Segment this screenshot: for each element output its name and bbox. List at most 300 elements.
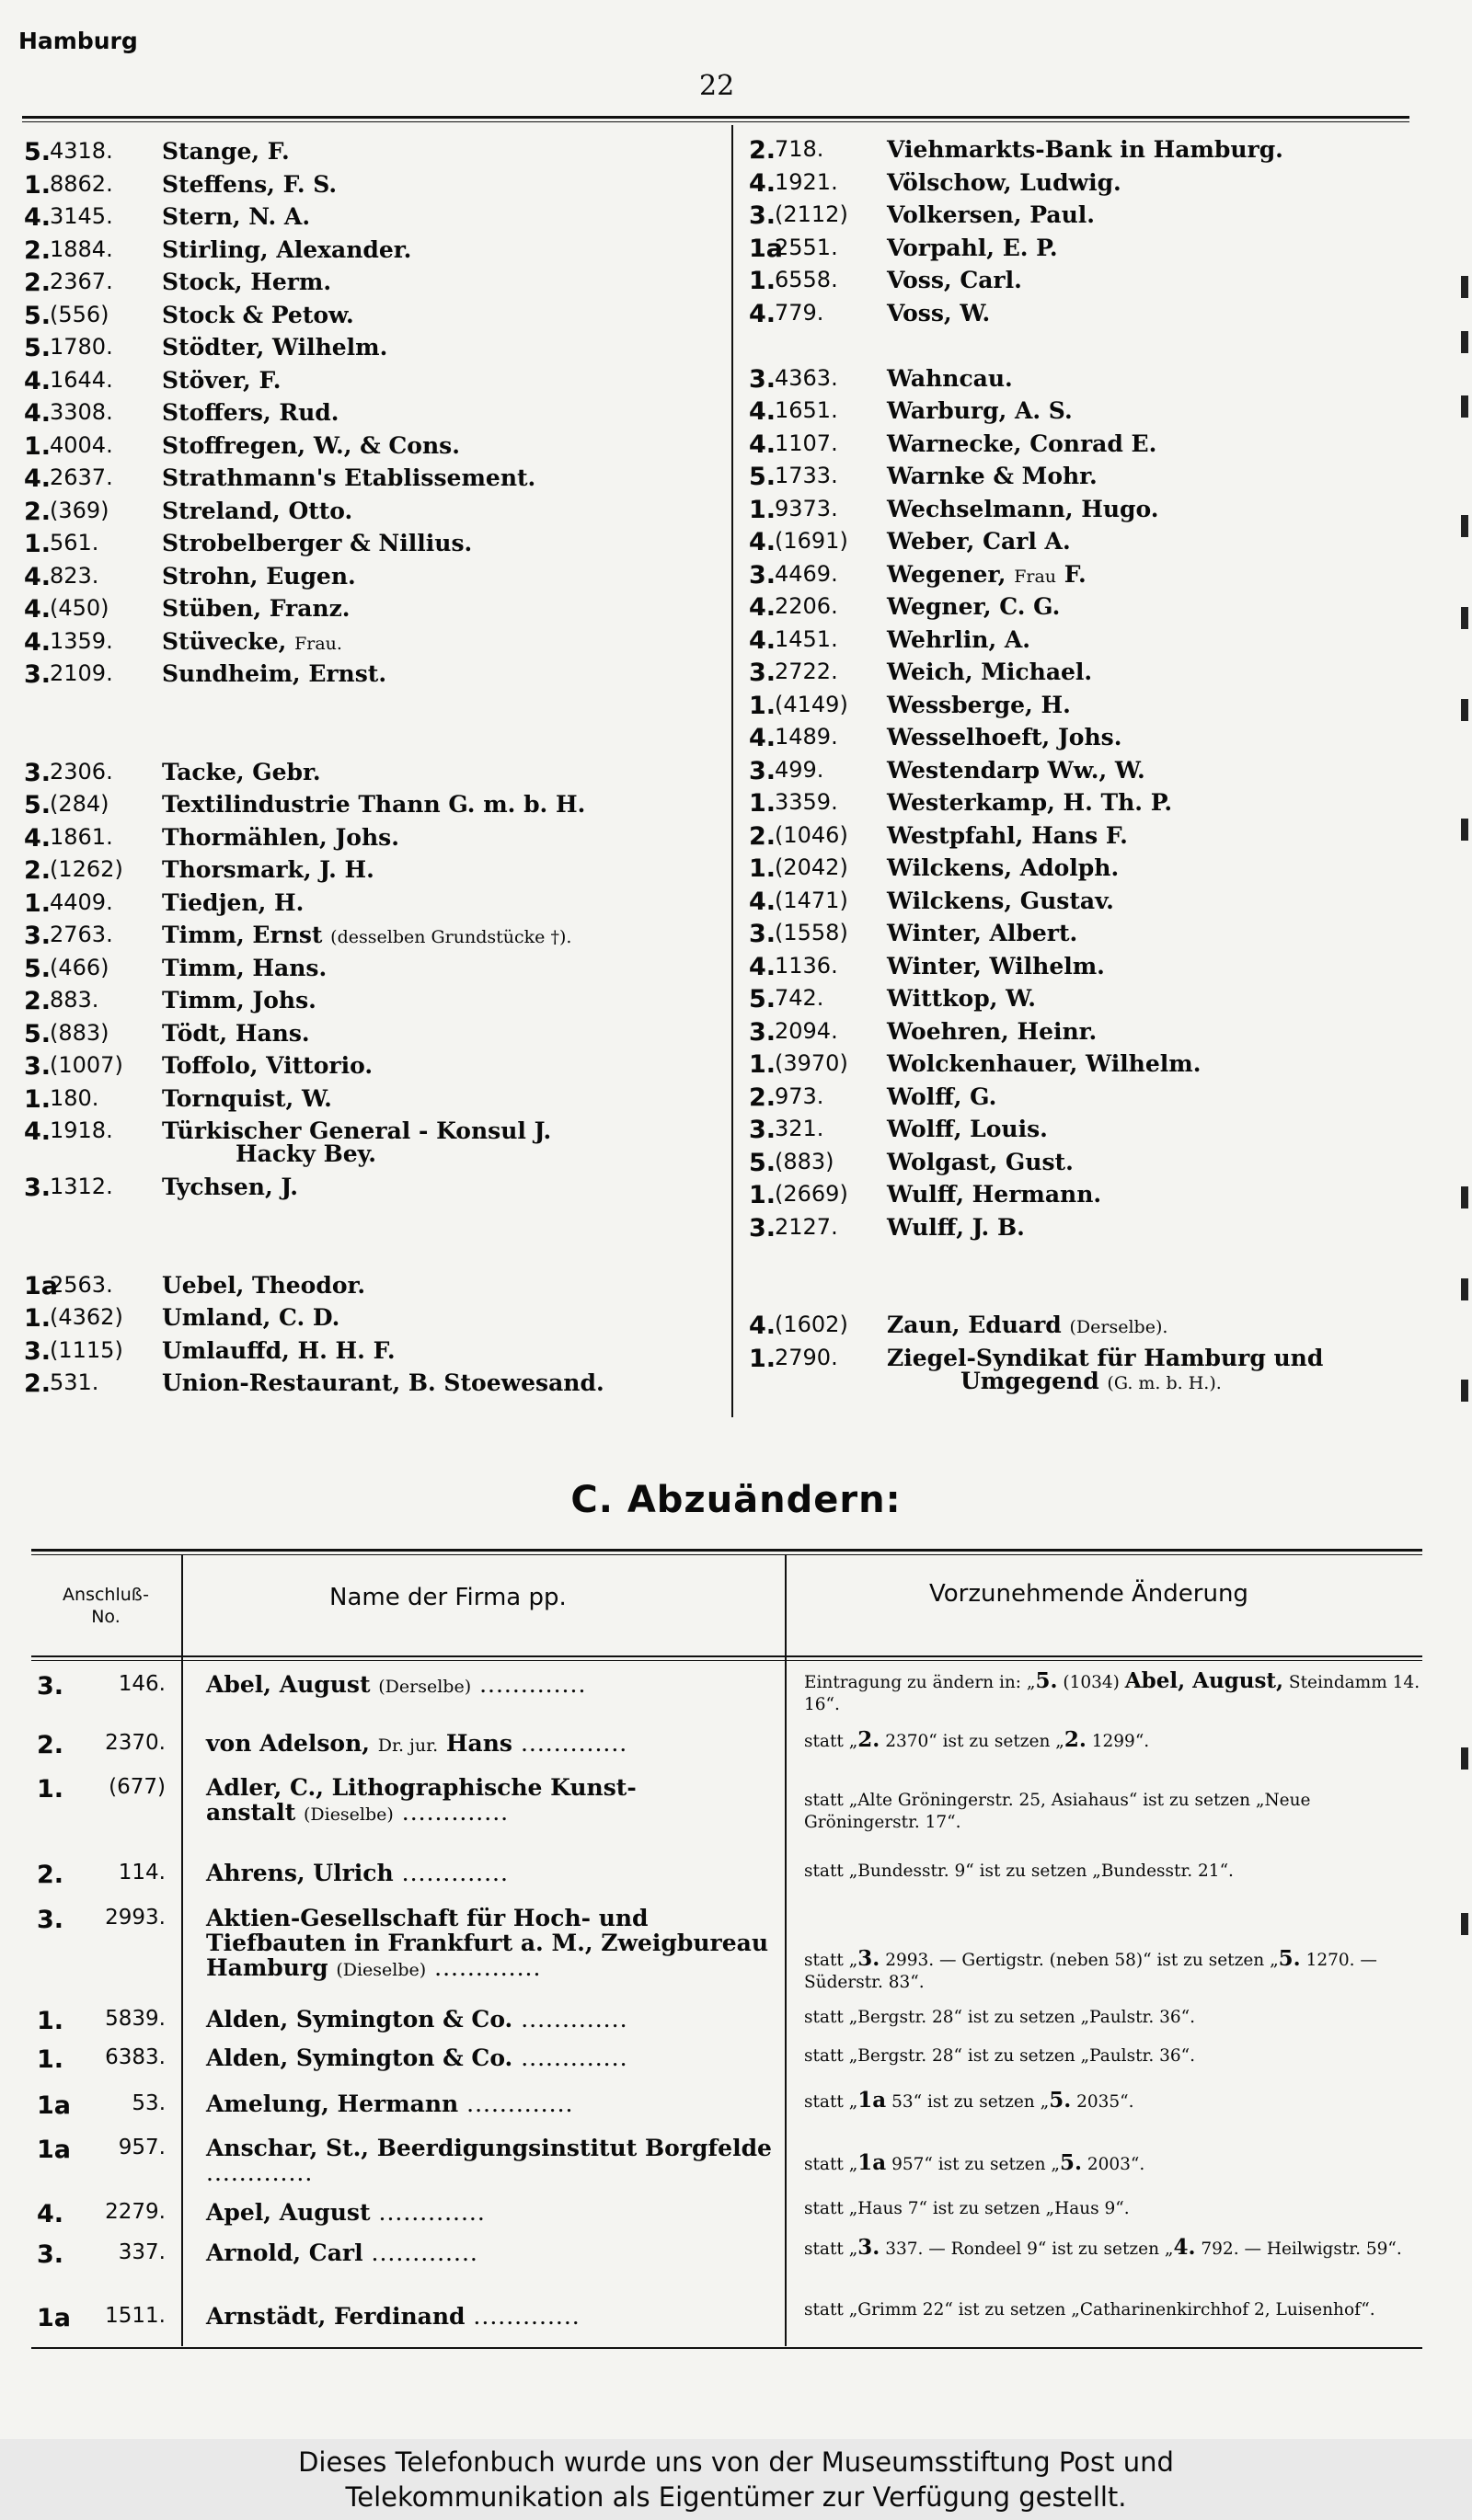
subscriber-name	[887, 692, 1071, 718]
directory-entry	[24, 498, 723, 531]
change-text: 2003“.	[1081, 2155, 1145, 2174]
column-spacer	[749, 1246, 1448, 1279]
subscriber-name	[887, 1312, 1167, 1338]
subscriber-name-text: Timm, Ernst	[162, 922, 323, 948]
subscriber-number: 53.	[132, 2091, 166, 2115]
subscriber-name	[887, 528, 1071, 555]
change-text: statt „Alte Gröningerstr. 25, Asiahaus“ ist zu setzen „Neue Gröningerstr. 17“.	[804, 1791, 1311, 1832]
directory-entry	[24, 269, 723, 302]
subscriber-name	[162, 1304, 339, 1331]
directory-entry	[24, 171, 723, 204]
firm-name-text: von Adelson,	[206, 1730, 370, 1757]
directory-entry	[24, 367, 723, 400]
change-text: (1034)	[1057, 1673, 1125, 1692]
subscriber-name-text: Stüben, Franz.	[162, 595, 351, 622]
directory-entry	[24, 203, 723, 236]
exchange-class: 1.	[749, 1050, 776, 1079]
subscriber-note: (desselben Grundstücke †).	[330, 927, 572, 947]
right-column	[749, 136, 1448, 1401]
directory-entry	[749, 822, 1448, 855]
exchange-class: 2.	[24, 856, 52, 885]
subscriber-number: (2042)	[775, 854, 848, 880]
subscriber-name	[162, 955, 327, 981]
subscriber-name-text: Warnecke, Conrad E.	[887, 430, 1157, 457]
exchange-class: 3.	[24, 758, 52, 787]
subscriber-name-text: Hacky Bey.	[236, 1140, 376, 1167]
subscriber-number: 1918.	[50, 1117, 113, 1143]
subscriber-note: Frau	[1014, 566, 1057, 587]
exchange-class: 5.	[749, 463, 776, 491]
subscriber-name-text: Wegener,	[887, 560, 1006, 588]
subscriber-number: 2993.	[105, 1906, 166, 1930]
exchange-class: 4.	[749, 887, 776, 916]
firm-note: Dr. jur.	[377, 1735, 439, 1756]
leader-dots: .............	[362, 2239, 478, 2266]
subscriber-name	[887, 136, 1283, 163]
exchange-class: 2.	[749, 821, 776, 851]
subscriber-name-text: Wehrlin, A.	[887, 625, 1030, 653]
subscriber-name-text: Tacke, Gebr.	[162, 758, 321, 785]
change-instruction	[804, 2045, 1426, 2068]
subscriber-name	[887, 267, 1022, 293]
subscriber-number: (883)	[775, 1148, 834, 1174]
exchange-class: 4.	[24, 627, 52, 657]
subscriber-name-text: Union-Restaurant, B. Stoewesand.	[162, 1369, 604, 1396]
firm-note: (Dieselbe)	[303, 1804, 394, 1825]
exchange-class: 3.	[37, 1906, 64, 1934]
directory-entry	[24, 1272, 723, 1305]
directory-entry	[749, 985, 1448, 1018]
directory-entry	[749, 235, 1448, 268]
change-text: statt „Bergstr. 28“ ist zu setzen „Paulstr. 36“.	[804, 2008, 1195, 2027]
page-edge-bleed	[1461, 0, 1472, 2437]
exchange-class: 5.	[24, 334, 52, 362]
subscriber-note: (G. m. b. H.).	[1107, 1372, 1222, 1393]
column-spacer	[24, 1239, 723, 1272]
exchange-class: 2.	[24, 987, 52, 1015]
subscriber-name	[887, 365, 1013, 392]
subscriber-number: 1733.	[775, 463, 838, 488]
change-text: Eintragung zu ändern in: „	[804, 1673, 1036, 1692]
subscriber-number: (1046)	[775, 821, 848, 848]
exchange-class: 4.	[749, 952, 776, 981]
subscriber-name-text: Wilckens, Adolph.	[887, 854, 1120, 881]
old-class: 3.	[857, 2235, 880, 2260]
subscriber-number: (1691)	[775, 528, 848, 554]
exchange-class: 3.	[24, 1174, 52, 1202]
subscriber-name	[162, 1369, 604, 1396]
directory-entry	[24, 856, 723, 889]
subscriber-number: (2669)	[775, 1181, 848, 1207]
subscriber-name-text: Zaun, Eduard	[887, 1312, 1062, 1338]
subscriber-number: 6383.	[105, 2045, 166, 2069]
subscriber-name-text: Westendarp Ww., W.	[887, 756, 1145, 784]
subscriber-name-text: Strathmann's Etablissement.	[162, 464, 536, 491]
subscriber-name	[162, 302, 354, 328]
subscriber-name	[887, 888, 1114, 914]
subscriber-number: (1115)	[50, 1336, 123, 1363]
subscriber-name-text: Uebel, Theodor.	[162, 1271, 366, 1299]
change-text: 1270. — Süderstr. 83“.	[804, 1951, 1377, 1992]
subscriber-number: 1651.	[775, 397, 838, 423]
exchange-class: 2.	[37, 1731, 64, 1759]
subscriber-name-text: Wolff, Louis.	[887, 1116, 1048, 1142]
change-instruction	[804, 1729, 1426, 1753]
subscriber-name-text: Stödter, Wilhelm.	[162, 334, 388, 361]
subscriber-name	[162, 922, 571, 948]
subscriber-name	[162, 595, 351, 622]
change-text: statt „	[804, 1732, 858, 1751]
change-text: 792. — Heilwigstr. 59“.	[1195, 2239, 1402, 2259]
subscriber-number: 742.	[775, 985, 824, 1011]
subscriber-number: (677)	[109, 1775, 166, 1799]
column-spacer	[24, 693, 723, 727]
subscriber-name-text: Wessberge, H.	[887, 691, 1071, 718]
exchange-class: 1.	[37, 2045, 64, 2074]
exchange-class: 4.	[24, 464, 52, 493]
table-header-rule-thin	[31, 1660, 1422, 1661]
subscriber-name-text: Umlauffd, H. H. F.	[162, 1336, 396, 1364]
subscriber-name-text: Wolff, G.	[887, 1082, 997, 1110]
subscriber-name	[162, 1174, 298, 1200]
exchange-class: 1a	[749, 234, 784, 263]
new-class: 5.	[1059, 2150, 1082, 2175]
subscriber-name	[162, 464, 535, 491]
subscriber-name-text: Tiedjen, H.	[162, 888, 305, 916]
subscriber-name	[162, 1117, 551, 1171]
subscriber-name-text: Wolckenhauer, Wilhelm.	[887, 1050, 1202, 1077]
subscriber-number: 2763.	[50, 922, 113, 947]
subscriber-number: (3970)	[775, 1050, 848, 1076]
subscriber-name-text: Weich, Michael.	[887, 659, 1093, 685]
subscriber-number: 2722.	[775, 659, 838, 684]
subscriber-name-text: Timm, Johs.	[162, 987, 316, 1014]
old-class: 1a	[857, 2150, 887, 2175]
subscriber-name	[162, 856, 374, 883]
directory-entry	[749, 724, 1448, 757]
firm-name	[206, 1906, 780, 1983]
subscriber-name	[887, 1050, 1201, 1077]
subscriber-number: 8862.	[50, 170, 113, 197]
subscriber-name-text: Ziegel-Syndikat für Hamburg und	[887, 1344, 1324, 1371]
directory-entry	[749, 659, 1448, 692]
directory-entry	[749, 789, 1448, 822]
subscriber-name-text: Völschow, Ludwig.	[887, 168, 1121, 196]
change-text: statt „Grimm 22“ ist zu setzen „Catharinenkirchhof 2, Luisenhof“.	[804, 2300, 1375, 2320]
change-instruction	[804, 2090, 1426, 2113]
exchange-class: 1.	[24, 530, 52, 558]
firm-name	[206, 2007, 780, 2032]
subscriber-number: 1884.	[50, 235, 113, 262]
subscriber-name-text: Wulff, Hermann.	[887, 1181, 1102, 1208]
exchange-class: 1.	[749, 854, 776, 883]
firm-name	[206, 1775, 780, 1827]
exchange-class: 4.	[24, 1117, 52, 1146]
subscriber-name	[887, 789, 1172, 816]
subscriber-name	[887, 920, 1077, 946]
subscriber-note: (Derselbe).	[1069, 1317, 1168, 1337]
firm-name-text: Hans	[445, 1730, 512, 1757]
exchange-class: 1.	[749, 789, 776, 818]
subscriber-name	[887, 757, 1145, 784]
subscriber-name-text: Wesselhoeft, Johs.	[887, 724, 1122, 750]
exchange-class: 1.	[37, 2007, 64, 2035]
archive-notice-line2: Telekommunikation als Eigentümer zur Verfügung gestellt.	[345, 2481, 1127, 2513]
column-divider	[731, 125, 733, 1417]
directory-entry	[749, 757, 1448, 790]
archive-notice	[0, 2439, 1472, 2520]
subscriber-number: 5839.	[105, 2007, 166, 2031]
subscriber-name	[162, 563, 356, 590]
firm-name-text: anstalt	[206, 1799, 296, 1826]
subscriber-name	[162, 889, 304, 916]
leader-dots: .............	[512, 2006, 628, 2033]
subscriber-name-text: Westpfahl, Hans F.	[887, 821, 1128, 849]
directory-entry	[24, 1369, 723, 1403]
firm-name-text: Aktien-Gesellschaft für Hoch- und Tiefbauten in Frankfurt a. M., Zweigbureau Hamburg	[206, 1905, 769, 1981]
exchange-class: 4.	[749, 593, 776, 622]
directory-entry	[749, 953, 1448, 986]
subscriber-name-text: Voss, Carl.	[887, 267, 1022, 293]
exchange-class: 1.	[37, 1775, 64, 1804]
subscriber-name-text: Strobelberger & Nillius.	[162, 530, 473, 556]
subscriber-number: 561.	[50, 530, 99, 556]
subscriber-name-text: Tornquist, W.	[162, 1084, 332, 1112]
subscriber-number: 2109.	[50, 660, 113, 686]
subscriber-name	[887, 397, 1073, 424]
exchange-class: 1.	[749, 495, 776, 524]
firm-name-text: Alden, Symington & Co.	[206, 2045, 513, 2071]
leader-dots: .............	[370, 2199, 486, 2226]
subscriber-number: (1471)	[775, 887, 848, 913]
exchange-class: 3.	[24, 1052, 52, 1081]
subscriber-name	[162, 824, 399, 851]
change-text: statt „Bundesstr. 9“ ist zu setzen „Bundesstr. 21“.	[804, 1861, 1234, 1881]
exchange-class: 2.	[24, 269, 52, 297]
exchange-class: 5.	[749, 1148, 776, 1177]
subscriber-name	[162, 759, 321, 785]
exchange-class: 1.	[24, 1304, 52, 1333]
exchange-class: 1.	[24, 888, 52, 918]
subscriber-name-text: Wulff, J. B.	[887, 1213, 1025, 1241]
directory-entry	[24, 955, 723, 988]
directory-entry	[24, 660, 723, 693]
old-class: 5.	[1035, 1668, 1058, 1693]
new-class: 4.	[1173, 2235, 1196, 2260]
directory-entry	[749, 430, 1448, 464]
exchange-class: 1.	[24, 1084, 52, 1114]
table-column-rule	[181, 1555, 183, 2346]
directory-entry	[24, 1020, 723, 1053]
directory-entry	[749, 528, 1448, 561]
column-spacer	[749, 1279, 1448, 1312]
directory-entry	[24, 464, 723, 498]
subscriber-number: 2551.	[775, 234, 838, 260]
subscriber-number: 1359.	[50, 627, 113, 654]
subscriber-name-text: Stern, N. A.	[162, 203, 311, 230]
firm-name	[206, 2091, 780, 2116]
column-spacer	[749, 332, 1448, 365]
directory-entry	[24, 791, 723, 824]
subscriber-number: 321.	[775, 1116, 824, 1141]
subscriber-number: 114.	[118, 1861, 166, 1884]
directory-entry	[24, 987, 723, 1020]
directory-entry	[24, 628, 723, 661]
subscriber-number: 2206.	[775, 593, 838, 619]
directory-entry	[749, 1214, 1448, 1247]
change-text: statt „	[804, 1951, 858, 1970]
subscriber-name-text: Sundheim, Ernst.	[162, 660, 387, 687]
directory-entry	[749, 365, 1448, 398]
subscriber-number: 6558.	[775, 267, 838, 292]
subscriber-name	[162, 1020, 310, 1047]
change-instruction	[804, 2237, 1426, 2261]
subscriber-name	[162, 1052, 373, 1079]
directory-entry	[749, 1083, 1448, 1117]
subscriber-name-text: Woehren, Heinr.	[887, 1017, 1098, 1045]
subscriber-name-text: Westerkamp, H. Th. P.	[887, 789, 1173, 816]
leader-dots: .............	[465, 2303, 581, 2330]
subscriber-number: (1602)	[775, 1312, 848, 1337]
directory-entry	[749, 692, 1448, 725]
subscriber-number: 3145.	[50, 203, 113, 229]
subscriber-number: 2279.	[105, 2200, 166, 2224]
firm-name	[206, 2045, 780, 2070]
change-text: statt „	[804, 2239, 858, 2259]
change-text: 53“ ist zu setzen „	[886, 2092, 1050, 2112]
change-instruction	[804, 2152, 1426, 2176]
table-top-rule	[31, 1549, 1422, 1552]
firm-note: (Dieselbe)	[336, 1960, 427, 1980]
subscriber-name	[162, 987, 316, 1014]
directory-entry	[749, 201, 1448, 235]
subscriber-name	[887, 1149, 1074, 1175]
directory-entry	[749, 267, 1448, 300]
table-bottom-rule	[31, 2347, 1422, 2349]
subscriber-number: 4469.	[775, 560, 838, 587]
header-rule	[22, 116, 1409, 119]
exchange-class: 4.	[749, 168, 776, 198]
leader-dots: .............	[206, 2159, 314, 2186]
subscriber-name-text: Warburg, A. S.	[887, 397, 1073, 424]
subscriber-name	[162, 138, 290, 165]
exchange-class: 4.	[24, 823, 52, 853]
exchange-class: 4.	[24, 562, 52, 591]
new-class: 5.	[1278, 1946, 1301, 1971]
firm-name-text: Apel, August	[206, 2199, 371, 2226]
directory-entry	[749, 136, 1448, 169]
change-instruction	[804, 2299, 1426, 2321]
subscriber-number: (556)	[50, 301, 109, 327]
change-text: statt „	[804, 2155, 858, 2174]
leader-dots: .............	[393, 1799, 510, 1826]
exchange-class: 5.	[749, 985, 776, 1014]
firm-name-text: Amelung, Hermann	[206, 2090, 459, 2117]
leader-dots: .............	[426, 1954, 542, 1981]
subscriber-number: 3359.	[775, 789, 838, 815]
directory-entry	[749, 593, 1448, 626]
directory-entry	[749, 1345, 1448, 1401]
subscriber-name	[887, 854, 1119, 881]
subscriber-name	[162, 203, 310, 230]
directory-entry	[24, 595, 723, 628]
subscriber-name-text: Stoffers, Rud.	[162, 399, 339, 426]
subscriber-number: 4318.	[50, 138, 113, 164]
subscriber-name	[887, 201, 1095, 228]
directory-entry	[749, 300, 1448, 333]
directory-entry	[749, 496, 1448, 529]
subscriber-name-text: Thormählen, Johs.	[162, 823, 399, 851]
exchange-class: 3.	[37, 2240, 64, 2269]
subscriber-name-text: Wechselmann, Hugo.	[887, 495, 1159, 522]
archive-notice-line1: Dieses Telefonbuch wurde uns von der Museumsstiftung Post und	[298, 2446, 1174, 2478]
subscriber-number: 4409.	[50, 888, 113, 915]
subscriber-name-continuation	[887, 1368, 1323, 1394]
firm-name-text: Arnold, Carl	[206, 2239, 363, 2266]
firm-name-text: Adler, C., Lithographische Kunst-	[206, 1774, 637, 1801]
subscriber-name	[887, 1018, 1097, 1045]
directory-entry	[749, 169, 1448, 202]
firm-name	[206, 2240, 780, 2265]
subscriber-name-text: Weber, Carl A.	[887, 528, 1071, 555]
subscriber-number: 1312.	[50, 1174, 113, 1199]
exchange-class: 4.	[24, 203, 52, 232]
table-header-rule	[31, 1655, 1422, 1657]
firm-name	[206, 1861, 780, 1885]
firm-name-text: Ahrens, Ulrich	[206, 1860, 394, 1886]
exchange-class: 3.	[749, 1213, 776, 1243]
subscriber-name-text: Viehmarkts-Bank in Hamburg.	[887, 136, 1283, 163]
subscriber-number: 2370.	[105, 1731, 166, 1755]
exchange-class: 3.	[37, 1672, 64, 1701]
firm-name-text: Anschar, St., Beerdigungsinstitut Borgfelde	[206, 2135, 772, 2161]
directory-entry	[749, 854, 1448, 888]
leader-dots: .............	[458, 2090, 574, 2117]
directory-entry	[749, 626, 1448, 659]
subscriber-name-text: Wittkop, W.	[887, 985, 1036, 1012]
subscriber-name	[887, 1116, 1048, 1142]
subscriber-number: 4004.	[50, 431, 113, 458]
exchange-class: 5.	[24, 791, 52, 819]
subscriber-name	[887, 593, 1060, 620]
directory-entry	[749, 1181, 1448, 1214]
subscriber-number: 2637.	[50, 464, 113, 490]
exchange-class: 4.	[24, 366, 52, 395]
subscriber-number: 2790.	[775, 1344, 838, 1370]
firm-name	[206, 1731, 780, 1758]
subscriber-name	[887, 235, 1058, 261]
exchange-class: 5.	[24, 1019, 52, 1048]
subscriber-name	[162, 334, 387, 361]
directory-entry	[749, 1116, 1448, 1149]
subscriber-name-text: Tychsen, J.	[162, 1174, 298, 1200]
exchange-class: 5.	[24, 138, 52, 166]
exchange-class: 3.	[749, 1017, 776, 1047]
firm-name-text: Abel, August	[206, 1671, 371, 1698]
exchange-class: 4.	[749, 430, 776, 459]
subscriber-number: (466)	[50, 954, 109, 980]
subscriber-name-text: Stoffregen, W., & Cons.	[162, 431, 460, 459]
directory-entry	[24, 824, 723, 857]
subscriber-number: 9373.	[775, 495, 838, 521]
subscriber-number: (4362)	[50, 1304, 123, 1330]
directory-entry	[24, 236, 723, 269]
subscriber-number: 1511.	[105, 2304, 166, 2328]
subscriber-name-continuation	[162, 1140, 551, 1167]
exchange-class: 2.	[24, 235, 52, 265]
firm-name	[206, 1672, 780, 1700]
change-instruction	[804, 1861, 1426, 1883]
